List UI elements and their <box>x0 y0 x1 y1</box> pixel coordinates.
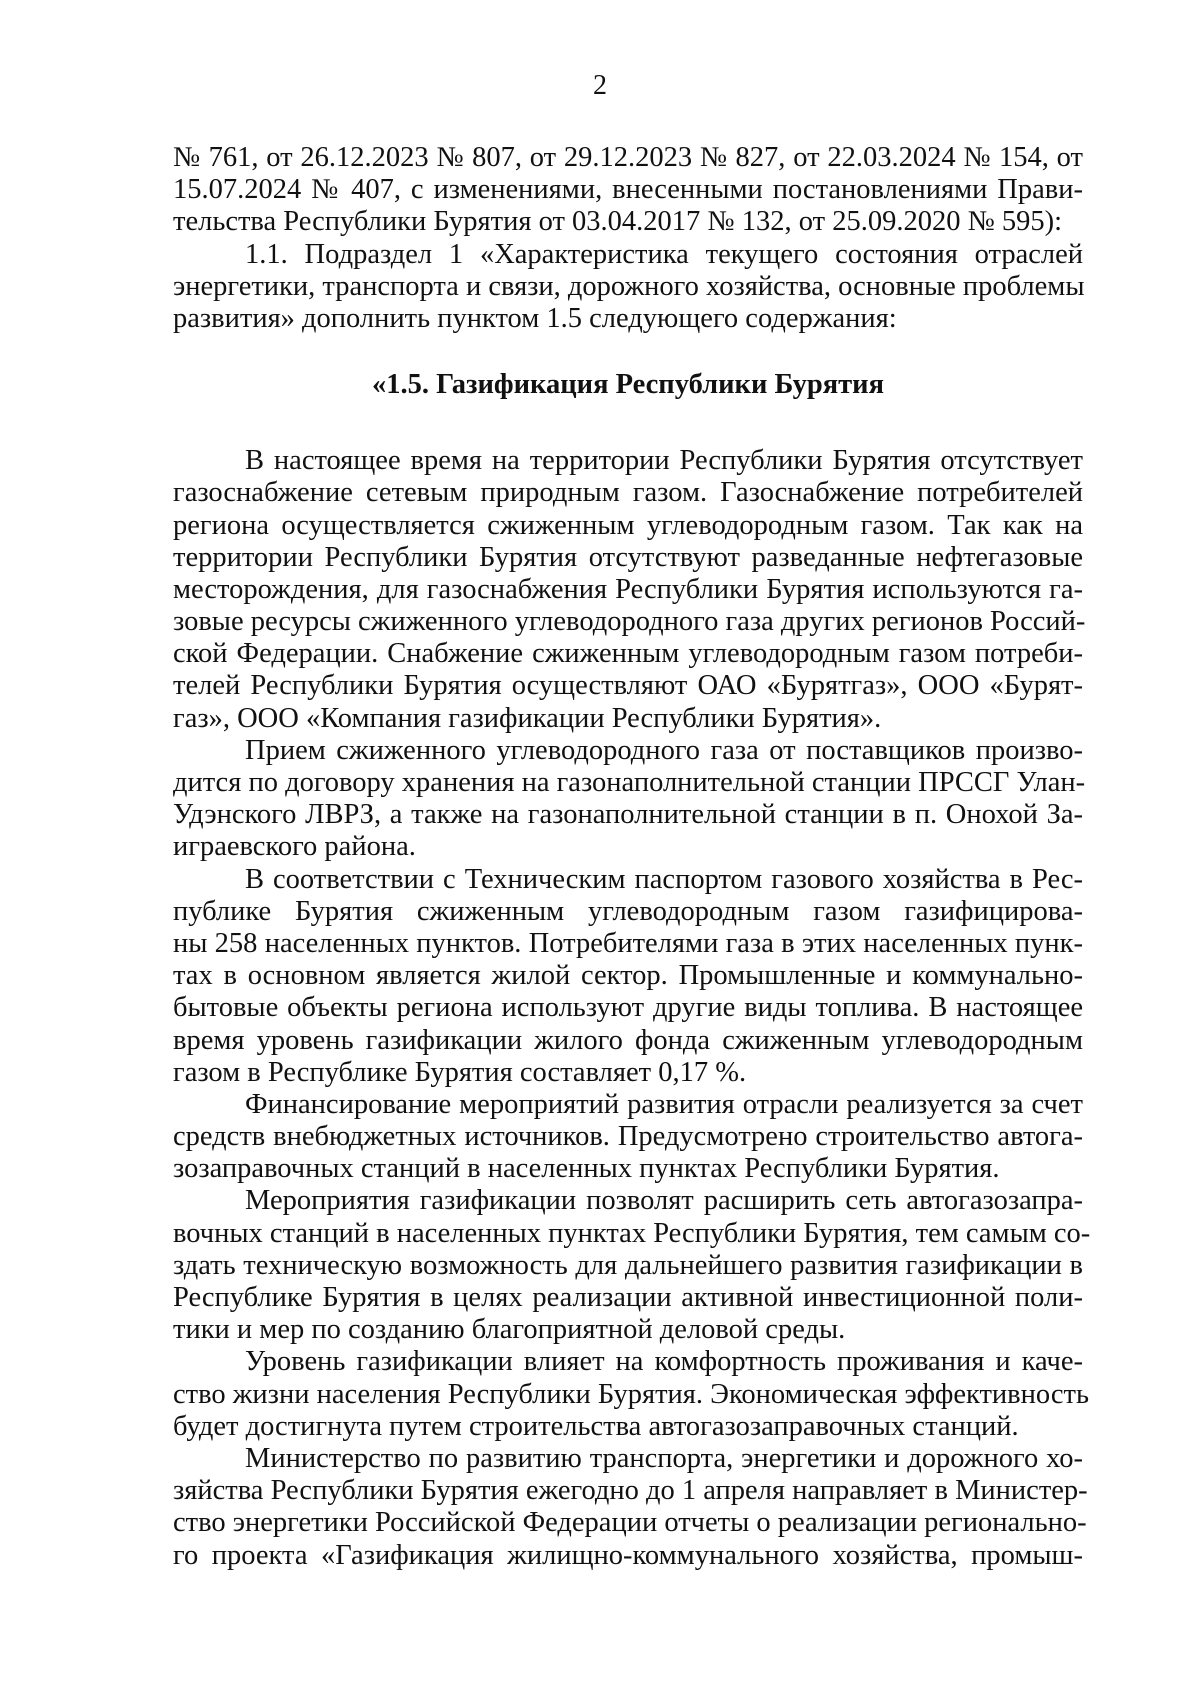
paragraph-1 <box>173 445 1086 735</box>
text-line: время уровень газификации жилого фонда сжиженным углеводородным <box>173 1024 1083 1056</box>
text-line: бытовые объекты региона используют другие виды топлива. В настоящее <box>173 992 1083 1024</box>
section-heading: «1.5. Газификация Республики Бурятия <box>371 369 885 401</box>
text-line: зозаправочных станций в населенных пунктах Республики Бурятия. <box>173 1153 1000 1185</box>
paragraph-3 <box>173 864 1083 1089</box>
paragraph-5 <box>173 1185 1091 1346</box>
text-line: дится по договору хранения на газонаполнительной станции ПРССГ Улан- <box>173 767 1086 798</box>
text-line: развития» дополнить пунктом 1.5 следующего содержания: <box>173 302 897 334</box>
text-line: 1.1. Подраздел 1 «Характеристика текущего состояния отраслей <box>245 238 1083 270</box>
text-line: средств внебюджетных источников. Предусмотрено строительство автога- <box>173 1121 1083 1153</box>
text-line: Уровень газификации влияет на комфортность проживания и каче- <box>245 1346 1083 1378</box>
text-line: тельства Республики Бурятия от 03.04.2017 № 132, от 25.09.2020 № 595): <box>173 206 1063 238</box>
text-line: вочных станций в населенных пунктах Республики Бурятия, тем самым со- <box>173 1217 1091 1249</box>
text-line: Мероприятия газификации позволят расширить сеть автогазозапра- <box>245 1185 1083 1217</box>
paragraph-2 <box>173 734 1086 864</box>
page-number: 2 <box>593 70 607 101</box>
text-line: здать техническую возможность для дальнейшего развития газификации в <box>173 1249 1083 1281</box>
text-line: В соответствии с Техническим паспортом газового хозяйства в Рес- <box>245 863 1083 895</box>
text-line: ской Федерации. Снабжение сжиженным углеводородным газом потреби- <box>173 638 1083 670</box>
text-line: региона осуществляется сжиженным углеводородным газом. Так как на <box>173 509 1083 541</box>
text-line: играевского района. <box>173 831 416 863</box>
text-line: ство жизни населения Республики Бурятия. Экономическая эффективность <box>173 1378 1089 1410</box>
text-line: ны 258 населенных пунктов. Потребителями газа в этих населенных пунк- <box>173 927 1083 959</box>
text-line: будет достигнута путем строительства автогазозаправочных станций. <box>173 1410 1019 1442</box>
paragraph-4 <box>173 1089 1083 1186</box>
paragraph-6 <box>173 1346 1089 1443</box>
amendment-item <box>173 239 1083 336</box>
text-line: месторождения, для газоснабжения Республики Бурятия используются га- <box>173 573 1083 605</box>
text-line: В настоящее время на территории Республики Бурятия отсутствует <box>245 445 1083 477</box>
text-line: территории Республики Бурятия отсутствуют разведанные нефтегазовые <box>173 541 1083 573</box>
intro-paragraph <box>173 142 1083 239</box>
text-line: Республике Бурятия в целях реализации активной инвестиционной поли- <box>173 1282 1083 1313</box>
text-line: газом в Республике Бурятия составляет 0,17 %. <box>173 1056 747 1088</box>
text-line: тики и мер по созданию благоприятной деловой среды. <box>173 1314 846 1346</box>
text-line: 15.07.2024 № 407, с изменениями, внесенными постановлениями Прави- <box>173 174 1083 206</box>
text-line: зовые ресурсы сжиженного углеводородного газа других регионов Россий- <box>173 606 1086 638</box>
text-line: газ», ООО «Компания газификации Республики Бурятия». <box>173 702 882 734</box>
text-line: зяйства Республики Бурятия ежегодно до 1 апреля направляет в Министер- <box>173 1475 1088 1507</box>
text-line: Министерство по развитию транспорта, энергетики и дорожного хо- <box>245 1442 1083 1474</box>
text-line: публике Бурятия сжиженным углеводородным газом газифицирова- <box>173 895 1083 927</box>
paragraph-7 <box>173 1442 1088 1572</box>
text-line: го проекта «Газификация жилищно-коммунального хозяйства, промыш- <box>173 1539 1083 1571</box>
text-line: газоснабжение сетевым природным газом. Газоснабжение потребителей <box>173 477 1083 509</box>
document-body <box>173 142 1091 1572</box>
text-line: № 761, от 26.12.2023 № 807, от 29.12.2023 № 827, от 22.03.2024 № 154, от <box>173 142 1083 173</box>
text-line: Удэнского ЛВРЗ, а также на газонаполнительной станции в п. Онохой За- <box>173 799 1083 831</box>
text-line: энергетики, транспорта и связи, дорожного хозяйства, основные проблемы <box>173 270 1085 302</box>
text-line: ство энергетики Российской Федерации отчеты о реализации регионально- <box>173 1507 1087 1539</box>
text-line: тах в основном является жилой сектор. Промышленные и коммунально- <box>173 960 1083 992</box>
text-line: Финансирование мероприятий развития отрасли реализуется за счет <box>245 1088 1083 1120</box>
text-line: Прием сжиженного углеводородного газа от поставщиков произво- <box>245 734 1083 766</box>
text-line: телей Республики Бурятия осуществляют ОАО «Бурятгаз», ООО «Бурят- <box>173 670 1083 702</box>
